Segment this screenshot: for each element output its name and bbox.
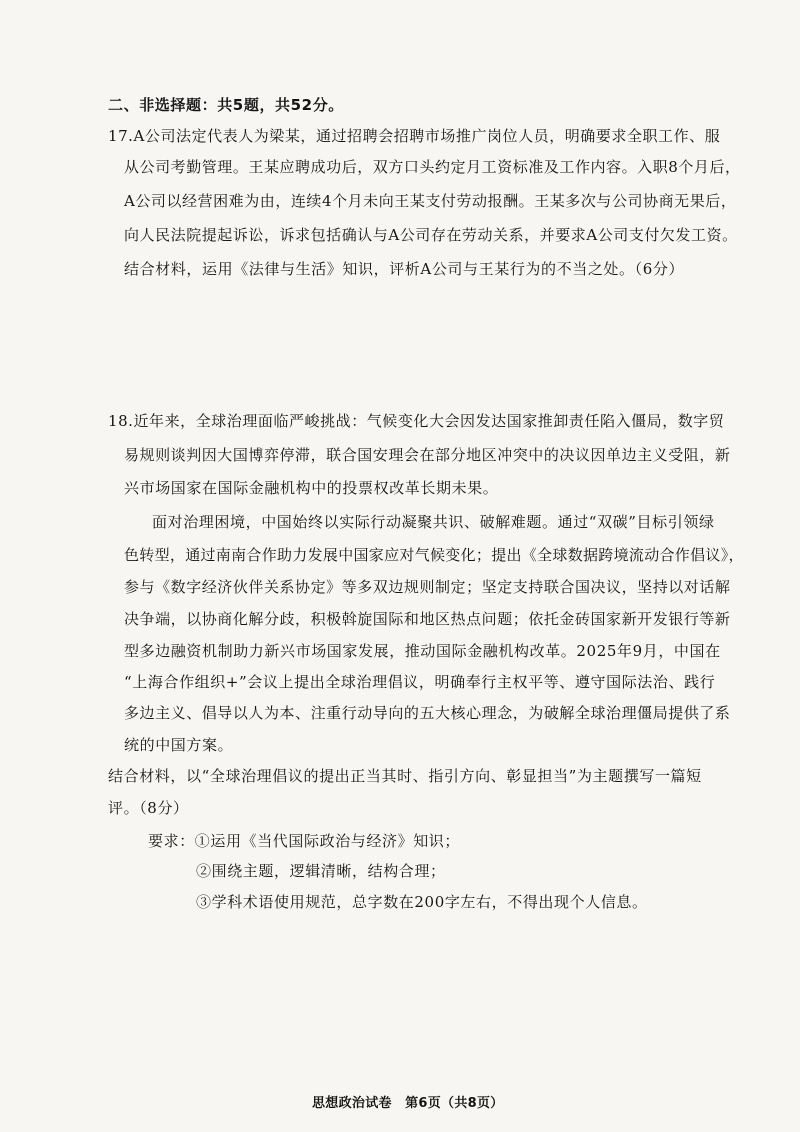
q18-line-1: 18.近年来，全球治理面临严峻挑战：气候变化大会因发达国家推卸责任陷入僵局，数字贸	[108, 412, 725, 430]
section-heading: 二、非选择题：共5题，共52分。	[108, 96, 344, 114]
q18-line-8: 型多边融资机制助力新兴市场国家发展，推动国际金融机构改革。2025年9月，中国在	[124, 642, 721, 660]
q17-line-3: A公司以经营困难为由，连续4个月未向王某支付劳动报酬。王某多次与公司协商无果后，	[124, 192, 737, 210]
q18-line-10: 多边主义、倡导以人为本、注重行动导向的五大核心理念，为破解全球治理僵局提供了系	[124, 704, 731, 722]
q18-line-2: 易规则谈判因大国博弈停滞，联合国安理会在部分地区冲突中的决议因单边主义受阻，新	[124, 446, 731, 464]
q18-line-7: 决争端，以协商化解分歧，积极斡旋国际和地区热点问题；依托金砖国家新开发银行等新	[124, 610, 731, 628]
q18-line-12: 结合材料，以“全球治理倡议的提出正当其时、指引方向、彰显担当”为主题撰写一篇短	[108, 767, 702, 785]
q17-line-2: 从公司考勤管理。王某应聘成功后，双方口头约定月工资标准及工作内容。入职8个月后，	[124, 158, 741, 176]
q18-line-3: 兴市场国家在国际金融机构中的投票权改革长期未果。	[124, 479, 499, 497]
q18-line-5: 色转型，通过南南合作助力发展中国家应对气候变化；提出《全球数据跨境流动合作倡议》，	[124, 546, 744, 564]
q17-line-4: 向人民法院提起诉讼，诉求包括确认与A公司存在劳动关系，并要求A公司支付欠发工资。	[124, 226, 738, 244]
page-footer: 思想政治试卷 第6页（共8页）	[312, 1096, 504, 1111]
q18-requirement-3: ③学科术语使用规范，总字数在200字左右，不得出现个人信息。	[196, 893, 648, 911]
q18-line-6: 参与《数字经济伙伴关系协定》等多双边规则制定；坚定支持联合国决议，坚持以对话解	[124, 578, 731, 596]
q18-line-11: 统的中国方案。	[124, 736, 234, 754]
q18-line-9: “上海合作组织+”会议上提出全球治理倡议，明确奉行主权平等、遵守国际法治、践行	[124, 673, 716, 691]
q18-requirement-2: ②围绕主题，逻辑清晰，结构合理；	[196, 862, 446, 880]
q17-line-5: 结合材料，运用《法律与生活》知识，评析A公司与王某行为的不当之处。（6分）	[124, 260, 685, 278]
q18-requirement-1: 要求：①运用《当代国际政治与经济》知识；	[148, 832, 461, 850]
q18-line-4: 面对治理困境，中国始终以实际行动凝聚共识、破解难题。通过“双碳”目标引领绿	[152, 513, 715, 531]
q18-line-13: 评。（8分）	[108, 799, 189, 817]
q17-line-1: 17.A公司法定代表人为梁某，通过招聘会招聘市场推广岗位人员，明确要求全职工作、服	[108, 127, 721, 145]
